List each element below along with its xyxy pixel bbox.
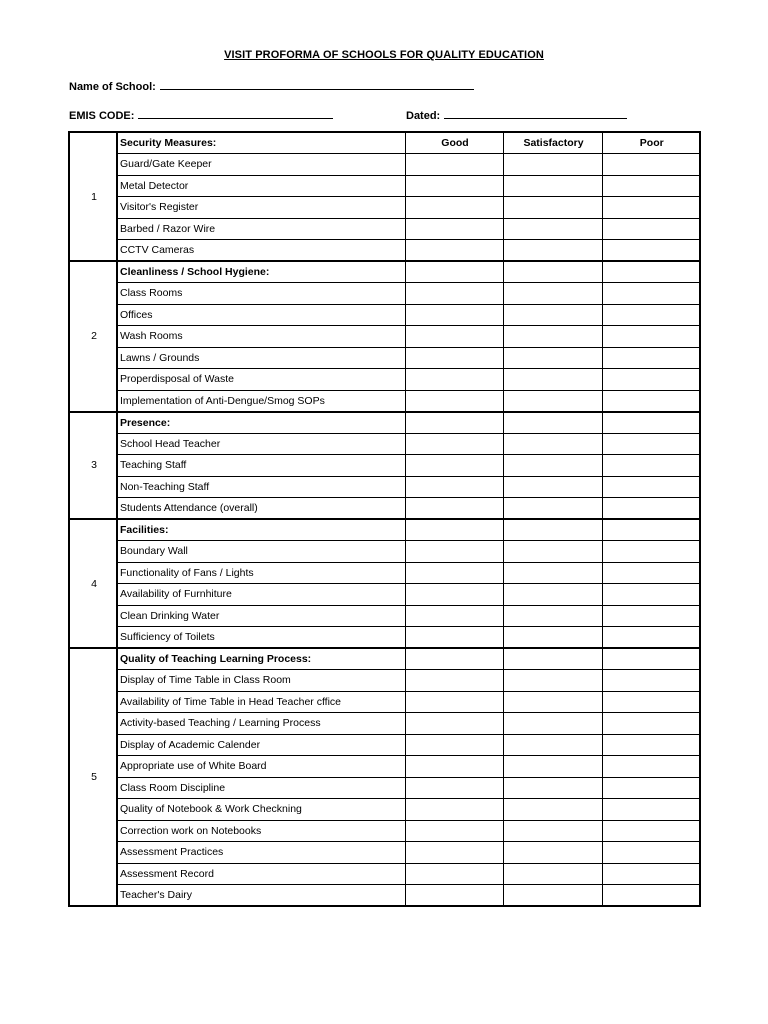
rating-cell-good[interactable]: [405, 863, 503, 885]
rating-cell-satisfactory[interactable]: [503, 584, 602, 606]
rating-cell-good[interactable]: [405, 541, 503, 563]
rating-cell-poor[interactable]: [602, 369, 700, 391]
table-row: [69, 734, 700, 756]
rating-cell-poor[interactable]: [602, 627, 700, 649]
rating-cell-good[interactable]: [405, 842, 503, 864]
rating-cell-good[interactable]: [405, 347, 503, 369]
rating-cell-good[interactable]: [405, 197, 503, 219]
table-row: [69, 304, 700, 326]
section-4: [69, 519, 700, 648]
rating-cell-good[interactable]: [405, 734, 503, 756]
rating-cell-satisfactory[interactable]: [503, 734, 602, 756]
rating-cell-poor[interactable]: [602, 885, 700, 907]
emis-code-label: EMIS CODE:: [69, 110, 135, 122]
rating-cell-satisfactory[interactable]: [503, 756, 602, 778]
rating-cell-satisfactory[interactable]: [503, 154, 602, 176]
criteria-label: Activity-based Teaching / Learning Process: [117, 713, 405, 735]
rating-cell-satisfactory[interactable]: [503, 885, 602, 907]
table-row: [69, 863, 700, 885]
rating-cell-good[interactable]: [405, 283, 503, 305]
rating-cell-poor[interactable]: [602, 713, 700, 735]
emis-code-blank[interactable]: [138, 108, 333, 119]
criteria-label: Availability of Furnhiture: [117, 584, 405, 606]
criteria-label: Teaching Staff: [117, 455, 405, 477]
rating-cell[interactable]: [503, 519, 602, 541]
rating-cell-good[interactable]: [405, 455, 503, 477]
rating-cell-good[interactable]: [405, 390, 503, 412]
table-row: [69, 154, 700, 176]
section-number: 3: [69, 412, 117, 520]
criteria-label: CCTV Cameras: [117, 240, 405, 262]
section-number: 5: [69, 648, 117, 906]
criteria-label: Offices: [117, 304, 405, 326]
table-row: [69, 175, 700, 197]
emis-code-field: [69, 108, 333, 122]
section-2: [69, 261, 700, 412]
rating-cell-good[interactable]: [405, 713, 503, 735]
criteria-label: Display of Academic Calender: [117, 734, 405, 756]
table-row: [69, 627, 700, 649]
dated-blank[interactable]: [444, 108, 627, 119]
rating-cell-good[interactable]: [405, 218, 503, 240]
section-5: [69, 648, 700, 906]
rating-cell-satisfactory[interactable]: [503, 240, 602, 262]
rating-cell[interactable]: [503, 261, 602, 283]
rating-cell-poor[interactable]: [602, 756, 700, 778]
rating-cell-satisfactory[interactable]: [503, 326, 602, 348]
page-title: VISIT PROFORMA OF SCHOOLS FOR QUALITY EDUCATION: [224, 49, 544, 61]
table-row: [69, 498, 700, 520]
table-row: [69, 390, 700, 412]
rating-cell[interactable]: [405, 519, 503, 541]
criteria-label: Students Attendance (overall): [117, 498, 405, 520]
rating-cell-satisfactory[interactable]: [503, 390, 602, 412]
rating-cell[interactable]: [602, 519, 700, 541]
rating-cell-satisfactory[interactable]: [503, 304, 602, 326]
table-row: [69, 885, 700, 907]
rating-cell-satisfactory[interactable]: [503, 283, 602, 305]
section-heading: Security Measures:: [117, 132, 405, 154]
criteria-label: Clean Drinking Water: [117, 605, 405, 627]
rating-cell-satisfactory[interactable]: [503, 369, 602, 391]
section-heading: Cleanliness / School Hygiene:: [117, 261, 405, 283]
criteria-label: Non-Teaching Staff: [117, 476, 405, 498]
section-heading-row: [69, 648, 700, 670]
rating-cell-poor[interactable]: [602, 584, 700, 606]
criteria-label: Class Rooms: [117, 283, 405, 305]
rating-cell-good[interactable]: [405, 777, 503, 799]
criteria-label: Properdisposal of Waste: [117, 369, 405, 391]
rating-cell-poor[interactable]: [602, 734, 700, 756]
criteria-label: Class Room Discipline: [117, 777, 405, 799]
rating-cell-poor[interactable]: [602, 283, 700, 305]
criteria-label: School Head Teacher: [117, 433, 405, 455]
school-name-field: [69, 79, 474, 93]
rating-cell-satisfactory[interactable]: [503, 347, 602, 369]
school-name-label: Name of School:: [69, 81, 156, 93]
section-heading-row: [69, 132, 700, 154]
column-header-poor: Poor: [602, 132, 700, 154]
rating-cell-satisfactory[interactable]: [503, 197, 602, 219]
table-row: [69, 218, 700, 240]
section-number: 1: [69, 132, 117, 261]
table-row: [69, 326, 700, 348]
rating-cell-poor[interactable]: [602, 605, 700, 627]
section-heading-row: [69, 261, 700, 283]
criteria-label: Sufficiency of Toilets: [117, 627, 405, 649]
rating-cell-poor[interactable]: [602, 326, 700, 348]
rating-cell-good[interactable]: [405, 476, 503, 498]
rating-cell-satisfactory[interactable]: [503, 863, 602, 885]
criteria-label: Quality of Notebook & Work Checkning: [117, 799, 405, 821]
rating-cell-poor[interactable]: [602, 197, 700, 219]
school-name-blank[interactable]: [160, 79, 474, 90]
criteria-label: Assessment Practices: [117, 842, 405, 864]
table-row: [69, 777, 700, 799]
rating-cell-satisfactory[interactable]: [503, 541, 602, 563]
section-heading: Quality of Teaching Learning Process:: [117, 648, 405, 670]
rating-cell-good[interactable]: [405, 691, 503, 713]
rating-cell-satisfactory[interactable]: [503, 498, 602, 520]
criteria-label: Display of Time Table in Class Room: [117, 670, 405, 692]
table-row: [69, 347, 700, 369]
rating-cell[interactable]: [503, 648, 602, 670]
table-row: [69, 670, 700, 692]
criteria-label: Guard/Gate Keeper: [117, 154, 405, 176]
rating-cell-poor[interactable]: [602, 304, 700, 326]
rating-cell-satisfactory[interactable]: [503, 777, 602, 799]
dated-field: [406, 108, 627, 122]
rating-cell-good[interactable]: [405, 175, 503, 197]
rating-cell-good[interactable]: [405, 605, 503, 627]
column-header-satisfactory: Satisfactory: [503, 132, 602, 154]
rating-cell-good[interactable]: [405, 369, 503, 391]
rating-cell[interactable]: [405, 412, 503, 434]
rating-cell-satisfactory[interactable]: [503, 476, 602, 498]
rating-cell-satisfactory[interactable]: [503, 713, 602, 735]
rating-cell[interactable]: [503, 412, 602, 434]
table-row: [69, 240, 700, 262]
rating-cell-poor[interactable]: [602, 799, 700, 821]
table-row: [69, 605, 700, 627]
table-row: [69, 820, 700, 842]
section-heading-row: [69, 519, 700, 541]
rating-cell-poor[interactable]: [602, 820, 700, 842]
criteria-label: Availability of Time Table in Head Teacher cffice: [117, 691, 405, 713]
rating-cell-poor[interactable]: [602, 433, 700, 455]
rating-cell-good[interactable]: [405, 627, 503, 649]
rating-cell-poor[interactable]: [602, 347, 700, 369]
section-3: [69, 412, 700, 520]
table-row: [69, 842, 700, 864]
criteria-label: Implementation of Anti-Dengue/Smog SOPs: [117, 390, 405, 412]
rating-cell[interactable]: [602, 648, 700, 670]
rating-cell-good[interactable]: [405, 498, 503, 520]
table-row: [69, 433, 700, 455]
rating-cell[interactable]: [405, 648, 503, 670]
rating-cell-poor[interactable]: [602, 842, 700, 864]
table-row: [69, 476, 700, 498]
section-heading: Presence:: [117, 412, 405, 434]
rating-cell-satisfactory[interactable]: [503, 799, 602, 821]
rating-cell-poor[interactable]: [602, 498, 700, 520]
table-row: [69, 455, 700, 477]
rating-cell[interactable]: [602, 261, 700, 283]
rating-cell[interactable]: [602, 412, 700, 434]
rating-cell-poor[interactable]: [602, 863, 700, 885]
criteria-label: Lawns / Grounds: [117, 347, 405, 369]
proforma-table: [68, 131, 701, 907]
criteria-label: Teacher's Dairy: [117, 885, 405, 907]
criteria-label: Wash Rooms: [117, 326, 405, 348]
rating-cell-satisfactory[interactable]: [503, 433, 602, 455]
rating-cell-satisfactory[interactable]: [503, 562, 602, 584]
rating-cell-poor[interactable]: [602, 240, 700, 262]
rating-cell-satisfactory[interactable]: [503, 842, 602, 864]
table-row: [69, 713, 700, 735]
rating-cell-poor[interactable]: [602, 390, 700, 412]
dated-label: Dated:: [406, 110, 441, 122]
rating-cell-good[interactable]: [405, 433, 503, 455]
criteria-label: Metal Detector: [117, 175, 405, 197]
section-1: [69, 132, 700, 261]
rating-cell-good[interactable]: [405, 670, 503, 692]
criteria-label: Barbed / Razor Wire: [117, 218, 405, 240]
rating-cell-poor[interactable]: [602, 562, 700, 584]
criteria-label: Boundary Wall: [117, 541, 405, 563]
rating-cell-poor[interactable]: [602, 154, 700, 176]
rating-cell-satisfactory[interactable]: [503, 455, 602, 477]
table-row: [69, 562, 700, 584]
rating-cell-poor[interactable]: [602, 670, 700, 692]
rating-cell-poor[interactable]: [602, 218, 700, 240]
rating-cell-poor[interactable]: [602, 476, 700, 498]
rating-cell-good[interactable]: [405, 756, 503, 778]
rating-cell-good[interactable]: [405, 885, 503, 907]
rating-cell-satisfactory[interactable]: [503, 691, 602, 713]
rating-cell-good[interactable]: [405, 584, 503, 606]
rating-cell-poor[interactable]: [602, 541, 700, 563]
criteria-label: Functionality of Fans / Lights: [117, 562, 405, 584]
table-row: [69, 799, 700, 821]
rating-cell-good[interactable]: [405, 154, 503, 176]
rating-cell-satisfactory[interactable]: [503, 175, 602, 197]
rating-cell-poor[interactable]: [602, 455, 700, 477]
table-row: [69, 283, 700, 305]
table-row: [69, 756, 700, 778]
section-number: 2: [69, 261, 117, 412]
rating-cell-good[interactable]: [405, 240, 503, 262]
table-row: [69, 541, 700, 563]
rating-cell-good[interactable]: [405, 562, 503, 584]
rating-cell-satisfactory[interactable]: [503, 670, 602, 692]
table-row: [69, 691, 700, 713]
rating-cell-satisfactory[interactable]: [503, 605, 602, 627]
criteria-label: Correction work on Notebooks: [117, 820, 405, 842]
rating-cell-good[interactable]: [405, 799, 503, 821]
section-heading: Facilities:: [117, 519, 405, 541]
rating-cell-poor[interactable]: [602, 777, 700, 799]
rating-cell-poor[interactable]: [602, 175, 700, 197]
rating-cell-satisfactory[interactable]: [503, 218, 602, 240]
rating-cell[interactable]: [405, 261, 503, 283]
criteria-label: Visitor's Register: [117, 197, 405, 219]
column-header-good: Good: [405, 132, 503, 154]
section-number: 4: [69, 519, 117, 648]
section-heading-row: [69, 412, 700, 434]
criteria-label: Assessment Record: [117, 863, 405, 885]
rating-cell-good[interactable]: [405, 326, 503, 348]
table-row: [69, 369, 700, 391]
table-row: [69, 197, 700, 219]
rating-cell-satisfactory[interactable]: [503, 820, 602, 842]
rating-cell-satisfactory[interactable]: [503, 627, 602, 649]
criteria-label: Appropriate use of White Board: [117, 756, 405, 778]
rating-cell-good[interactable]: [405, 820, 503, 842]
rating-cell-good[interactable]: [405, 304, 503, 326]
rating-cell-poor[interactable]: [602, 691, 700, 713]
table-row: [69, 584, 700, 606]
